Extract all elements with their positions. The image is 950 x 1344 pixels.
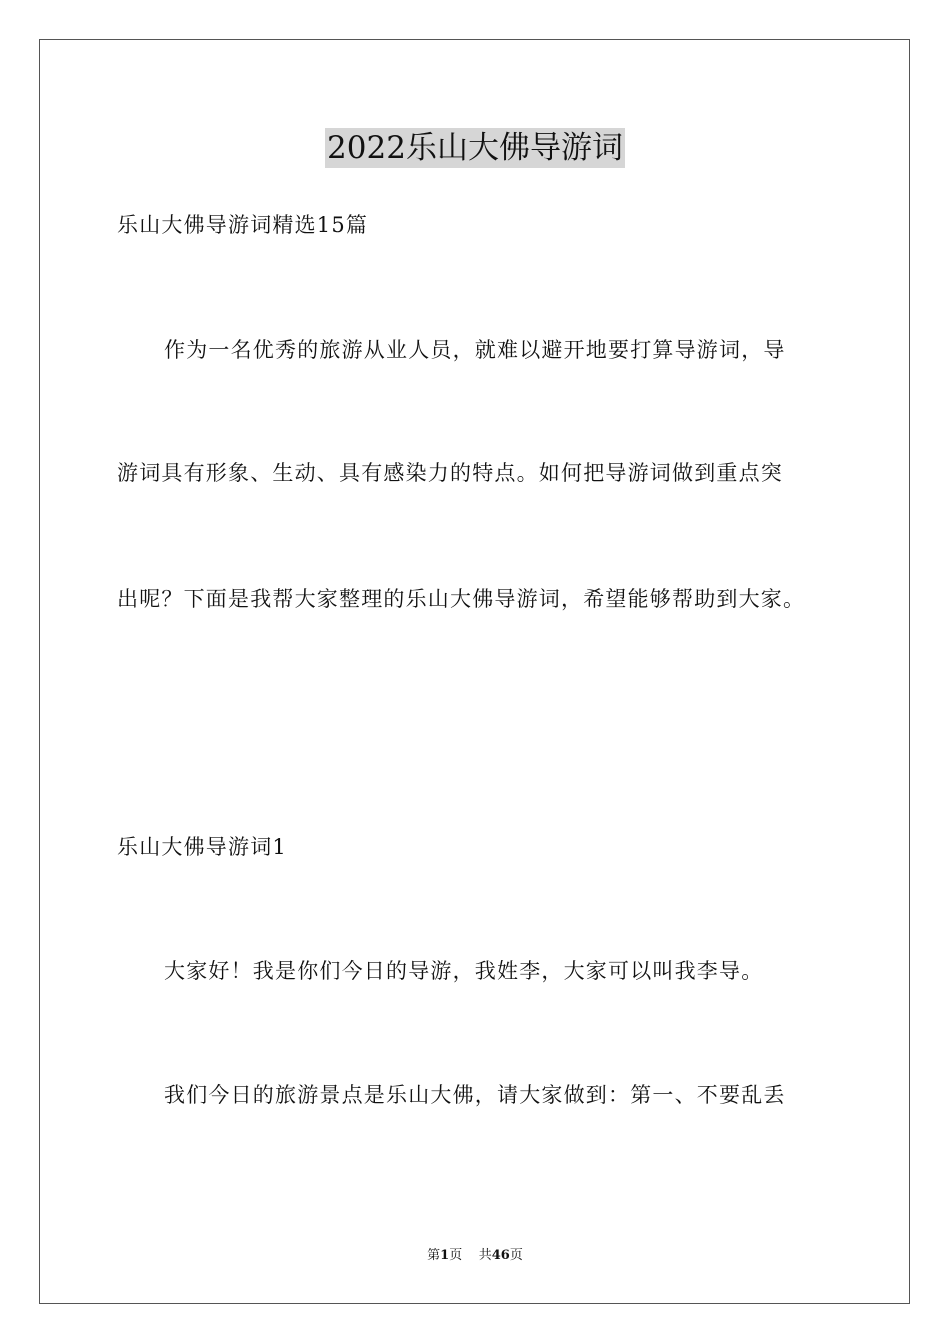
page-suffix: 页 [449, 1248, 463, 1263]
paragraph-line: 游词具有形象、生动、具有感染力的特点。如何把导游词做到重点突 [117, 461, 783, 485]
total-pages: 46 [491, 1248, 510, 1263]
document-title: 2022乐山大佛导游词 [327, 130, 623, 166]
page-number: 1 [440, 1248, 450, 1263]
paragraph-line: 出呢？下面是我帮大家整理的乐山大佛导游词，希望能够帮助到大家。 [117, 587, 806, 611]
page-prefix: 第 [427, 1248, 441, 1263]
subtitle-line: 乐山大佛导游词精选15篇 [117, 213, 369, 237]
paragraph-line: 作为一名优秀的旅游从业人员，就难以避开地要打算导游词，导 [164, 338, 786, 362]
paragraph-line: 大家好！我是你们今日的导游，我姓李，大家可以叫我李导。 [164, 959, 764, 983]
title-container [0, 128, 950, 168]
total-suffix: 页 [509, 1248, 523, 1263]
section-heading: 乐山大佛导游词1 [117, 835, 287, 859]
paragraph-line: 我们今日的旅游景点是乐山大佛，请大家做到：第一、不要乱丢 [164, 1083, 786, 1107]
page-footer [0, 1247, 950, 1265]
total-prefix: 共 [478, 1248, 492, 1263]
